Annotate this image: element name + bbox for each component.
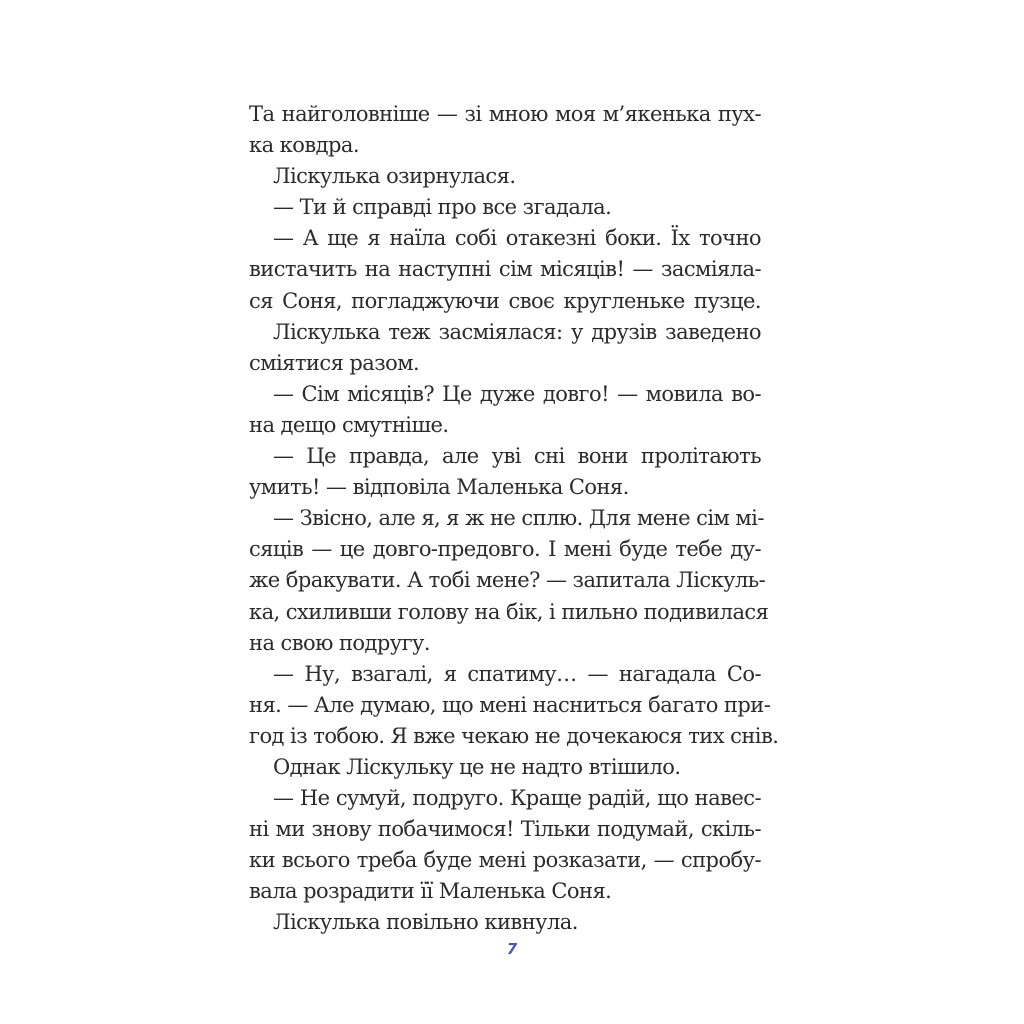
body-text <box>249 99 779 939</box>
text-line: — Це правда, але уві сні вони пролітають <box>273 444 761 469</box>
text-line: ся Соня, погладжуючи своє кругленьке пузце. <box>249 288 761 313</box>
text-line: сміятися разом. <box>249 350 420 375</box>
text-line: ня. — Але думаю, що мені насниться багато при- <box>249 692 771 717</box>
text-line: — Звісно, але я, я ж не сплю. Для мене сім мі- <box>273 506 764 531</box>
text-line: же бракувати. А тобі мене? — запитала Ліскуль- <box>249 568 766 593</box>
page-number: 7 <box>506 940 518 958</box>
text-line: год із тобою. Я вже чекаю не дочекаюся тих снів. <box>249 723 779 748</box>
text-line: Ліскулька повільно кивнула. <box>273 910 578 935</box>
text-line: вистачить на наступні сім місяців! — засміяла- <box>249 257 761 282</box>
text-line: ні ми знову побачимося! Тільки подумай, скіль- <box>249 817 761 842</box>
text-line: на дещо смутніше. <box>249 412 449 437</box>
text-line: ки всього треба буде мені розказати, — спробу- <box>249 848 761 873</box>
text-line: Та найголовніше — зі мною моя м’якенька пух- <box>249 102 761 126</box>
text-line: Ліскулька озирнулася. <box>273 164 516 189</box>
text-line: на свою подругу. <box>249 630 430 655</box>
text-line: умить! — відповіла Маленька Соня. <box>249 475 629 500</box>
text-line: сяців — це довго-предовго. І мені буде тебе ду- <box>249 537 761 562</box>
text-line: — Не сумуй, подруго. Краще радій, що навес- <box>273 786 761 811</box>
text-line: Ліскулька теж засміялася: у друзів заведено <box>273 319 761 344</box>
text-line: — А ще я наїла собі отакезні боки. Їх точно <box>273 226 761 251</box>
text-line: — Ну, взагалі, я спатиму… — нагадала Со- <box>273 661 761 686</box>
text-line: Однак Ліскульку це не надто втішило. <box>273 754 681 779</box>
text-line: — Сім місяців? Це дуже довго! — мовила во- <box>273 381 761 406</box>
text-line: ка ковдра. <box>249 133 359 158</box>
text-line: — Ти й справді про все згадала. <box>273 195 612 220</box>
text-line: ка, схиливши голову на бік, і пильно подивилася <box>249 599 769 624</box>
text-line: вала розрадити її Маленька Соня. <box>249 879 612 904</box>
